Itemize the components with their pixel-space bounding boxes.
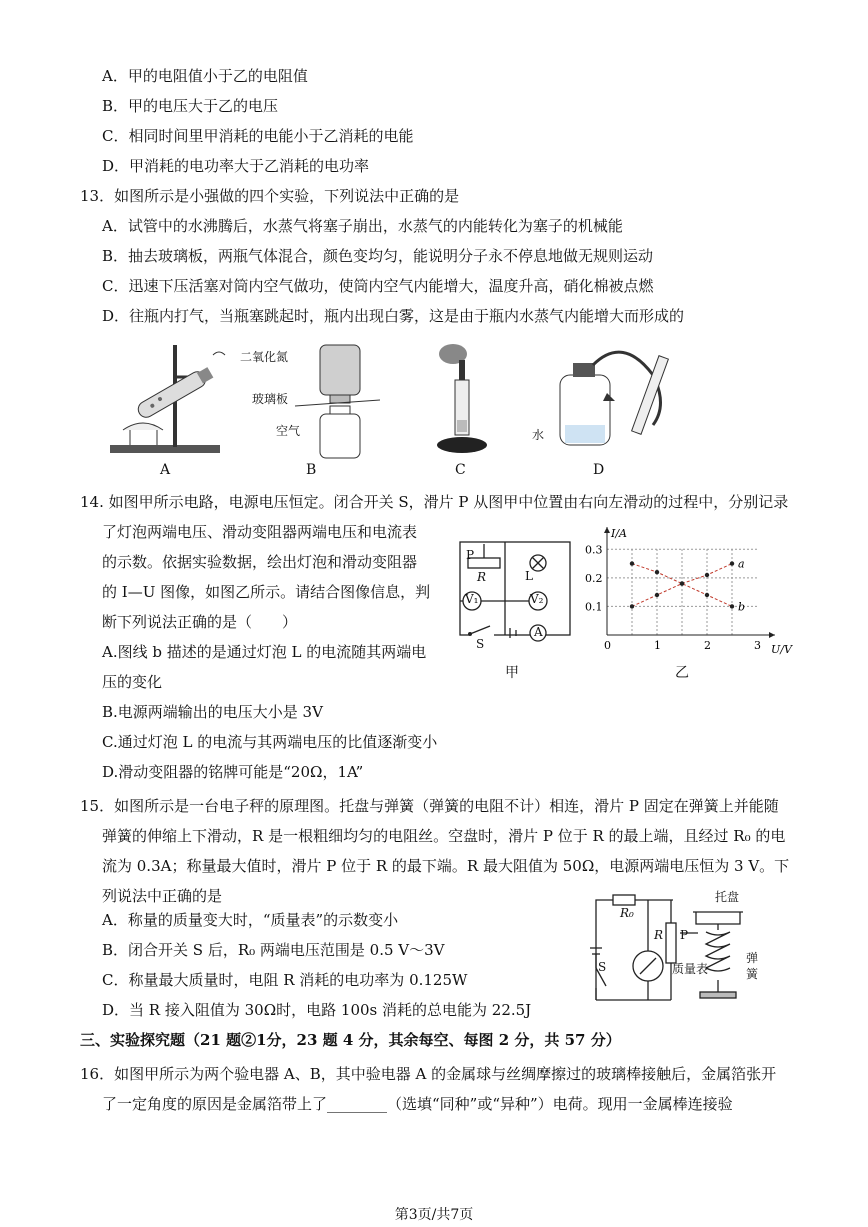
data-point-b bbox=[630, 561, 634, 565]
q15-stem-line1: 15．如图所示是一台电子秤的原理图。托盘与弹簧（弹簧的电阻不计）相连，滑片 P 固定在弹簧上并能随 bbox=[80, 797, 779, 815]
data-point-a bbox=[730, 561, 734, 565]
data-point-b bbox=[705, 593, 709, 597]
section-3-heading: 三、实验探究题（21 题②1分，23 题 4 分，其余每空、每图 2 分，共 57 分） bbox=[80, 1031, 621, 1049]
q12-option-c: C．相同时间里甲消耗的电能小于乙消耗的电能 bbox=[102, 127, 414, 145]
q14-circuit-caption: 甲 bbox=[505, 665, 519, 681]
q15-p-label: P bbox=[680, 928, 689, 942]
q13-option-b: B．抽去玻璃板，两瓶气体混合，颜色变均匀，能说明分子永不停息地做无规则运动 bbox=[102, 247, 654, 265]
q14-circuit-v1-label: V₁ bbox=[465, 592, 479, 606]
q12-option-d: D．甲消耗的电功率大于乙消耗的电功率 bbox=[102, 157, 370, 175]
q14-iu-graph bbox=[585, 525, 795, 655]
q15-stem-line2: 弹簧的伸缩上下滑动，R 是一根粗细均匀的电阻丝。空盘时，滑片 P 位于 R 的最上端，且经过 R₀ 的电 bbox=[102, 827, 786, 845]
q14-circuit-r-label: R bbox=[477, 570, 487, 584]
q14-option-a: A.图线 b 描述的是通过灯泡 L 的电流随其两端电 bbox=[102, 643, 427, 661]
q13-figure-d-label: D bbox=[593, 462, 605, 478]
q13-figure-a bbox=[105, 335, 235, 460]
q14-circuit-v2-label: V₂ bbox=[530, 592, 544, 606]
q15-option-d: D．当 R 接入阻值为 30Ω时，电路 100s 消耗的总电能为 22.5J bbox=[102, 1001, 532, 1019]
series-label-a: a bbox=[738, 557, 745, 571]
q15-tray-label: 托盘 bbox=[715, 890, 740, 904]
q14-stem-line2: 了灯泡两端电压、滑动变阻器两端电压和电流表 bbox=[102, 523, 418, 541]
y-tick-label: 0.1 bbox=[585, 600, 603, 614]
page-number: 第3页/共7页 bbox=[394, 1207, 474, 1223]
q13-figure-b bbox=[290, 340, 380, 460]
x-tick-label: 1 bbox=[654, 639, 661, 652]
data-point-a bbox=[705, 573, 709, 577]
data-point-b bbox=[730, 604, 734, 608]
q14-stem-line1: 14. 如图甲所示电路，电源电压恒定。闭合开关 S，滑片 P 从图甲中位置由右向左滑动的过程中，分别记录 bbox=[80, 493, 789, 511]
q14-option-a-cont: 压的变化 bbox=[102, 673, 163, 691]
x-axis-arrow bbox=[769, 632, 775, 638]
q15-option-a: A．称量的质量变大时，“质量表”的示数变小 bbox=[102, 911, 399, 929]
x-tick-label: 2 bbox=[704, 639, 711, 652]
q13-figure-c-label: C bbox=[455, 462, 466, 478]
q14-option-c: C.通过灯泡 L 的电流与其两端电压的比值逐渐变小 bbox=[102, 733, 438, 751]
q13-figure-b-air-label: 空气 bbox=[276, 424, 301, 438]
q15-stem-line3: 流为 0.3A；称量最大值时，滑片 P 位于 R 的最下端。R 最大阻值为 50Ω，电源两端电压恒为 3 V。下 bbox=[102, 857, 790, 875]
q13-figure-d-water-label: 水 bbox=[532, 428, 545, 442]
data-point-a bbox=[655, 593, 659, 597]
q15-r0-label: R₀ bbox=[620, 906, 634, 920]
q14-option-b: B.电源两端输出的电压大小是 3V bbox=[102, 703, 323, 721]
data-point-b bbox=[680, 581, 684, 585]
q15-option-b: B．闭合开关 S 后，R₀ 两端电压范围是 0.5 V～3V bbox=[102, 941, 445, 959]
q15-stem-line4: 列说法中正确的是 bbox=[102, 887, 223, 905]
data-point-a bbox=[630, 604, 634, 608]
q13-figure-c bbox=[425, 340, 500, 460]
q14-stem-line4: 的 I—U 图像，如图乙所示。请结合图像信息，判 bbox=[102, 583, 431, 601]
q13-option-c: C．迅速下压活塞对筒内空气做功，使筒内空气内能增大，温度升高，硝化棉被点燃 bbox=[102, 277, 654, 295]
q15-scale-diagram bbox=[578, 888, 768, 1006]
y-tick-label: 0.3 bbox=[585, 543, 603, 557]
data-point-b bbox=[655, 570, 659, 574]
q13-option-a: A．试管中的水沸腾后，水蒸气将塞子崩出，水蒸气的内能转化为塞子的机械能 bbox=[102, 217, 623, 235]
q14-stem-line5: 断下列说法正确的是（ ） bbox=[102, 613, 298, 631]
series-label-b: b bbox=[738, 600, 746, 614]
y-axis-arrow bbox=[604, 527, 610, 533]
q13-option-d: D．往瓶内打气，当瓶塞跳起时，瓶内出现白雾，这是由于瓶内水蒸气内能增大而形成的 bbox=[102, 307, 685, 325]
y-tick-label: 0.2 bbox=[585, 571, 603, 585]
q15-option-c: C．称量最大质量时，电阻 R 消耗的电功率为 0.125W bbox=[102, 971, 468, 989]
q15-spring-label: 弹簧 bbox=[746, 951, 759, 981]
q13-figure-b-glass-label: 玻璃板 bbox=[252, 392, 289, 406]
q12-option-a: A．甲的电阻值小于乙的电阻值 bbox=[102, 67, 308, 85]
q12-option-b: B．甲的电压大于乙的电压 bbox=[102, 97, 279, 115]
q14-graph-caption: 乙 bbox=[675, 665, 689, 681]
q16-stem-line1: 16．如图甲所示为两个验电器 A、B，其中验电器 A 的金属球与丝绸摩擦过的玻璃棒接触后，金属箔张开 bbox=[80, 1065, 777, 1083]
q13-figure-d bbox=[545, 335, 690, 460]
q14-circuit-p-label: P bbox=[466, 548, 475, 562]
q14-stem-line3: 的示数。依据实验数据，绘出灯泡和滑动变阻器 bbox=[102, 553, 418, 571]
q15-r-label: R bbox=[654, 928, 664, 942]
q14-circuit-ammeter-label: A bbox=[534, 625, 543, 639]
q13-figure-b-label: B bbox=[306, 462, 317, 478]
q16-stem-line2: 了一定角度的原因是金属箔带上了________（选填“同种”或“异种”）电荷。现用一金属棒连接验 bbox=[102, 1095, 733, 1113]
q14-option-d: D.滑动变阻器的铭牌可能是“20Ω，1A” bbox=[102, 763, 364, 781]
q15-meter-label: 质量表 bbox=[672, 962, 709, 976]
q13-figure-b-gas-label: 二氧化氮 bbox=[240, 350, 289, 364]
q13-stem: 13．如图所示是小强做的四个实验，下列说法中正确的是 bbox=[80, 187, 460, 205]
q15-switch-label: S bbox=[598, 960, 607, 974]
x-tick-label: 3 bbox=[754, 639, 761, 652]
q14-circuit-switch-label: S bbox=[476, 637, 485, 651]
y-axis-label: I/A bbox=[611, 527, 627, 540]
x-tick-label: 0 bbox=[604, 639, 611, 652]
q14-circuit-l-label: L bbox=[525, 569, 533, 583]
q13-figure-a-label: A bbox=[160, 462, 171, 478]
x-axis-label: U/V bbox=[771, 643, 792, 655]
